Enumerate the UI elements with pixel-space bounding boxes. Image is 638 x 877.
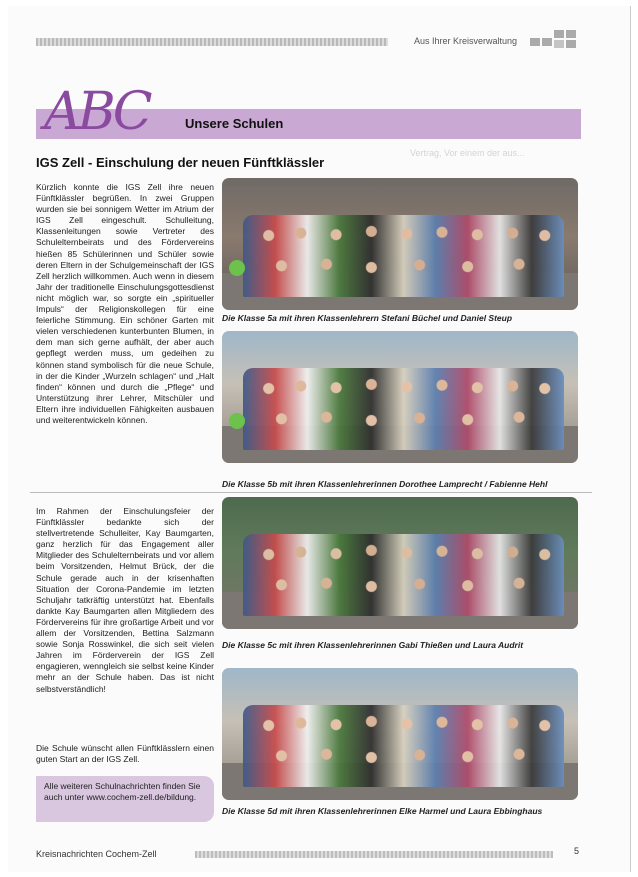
photo-class-5d (222, 668, 578, 800)
section-title: Unsere Schulen (185, 116, 284, 131)
info-box (36, 776, 214, 822)
section-label: Aus Ihrer Kreisverwaltung (414, 36, 518, 46)
abc-logo: ABC (44, 82, 149, 142)
photo-class-5b (222, 331, 578, 463)
publication-name: Kreisnachrichten Cochem-Zell (36, 849, 157, 859)
footer-rule (195, 851, 553, 858)
caption-class-5c: Die Klasse 5c mit ihren Klassenlehrerinnen Gabi Thießen und Laura Audrit (222, 640, 524, 650)
photo-class-5a (222, 178, 578, 310)
caption-class-5b: Die Klasse 5b mit ihren Klassenlehrerinnen Dorothee Lamprecht / Fabienne Hehl (222, 479, 548, 489)
bleed-through-text: Vertrag, Vor einem der aus... (410, 148, 525, 158)
page-number: 5 (574, 846, 580, 856)
article-paragraph-2: Im Rahmen der Einschulungsfeier der Fünftklässler bedankte sich der stellvertretende Schulleiter, Kay Baumgarten, ganz herzlich für das Engagement aller Mitglieder des Schulelternbeirats und vor allem beim Vorsitzenden, Helmut Brück, der die Schule gerade auch in der krisenhaften Situation der Corona-Pandemie im letzten Schuljahr tatkräftig unterstützt hat. Ebenfalls dankte Kay Baumgarten allen Mitgliedern des Fördervereins für ihre großartige Arbeit und vor allem der Vorsitzenden, Bettina Salzmann sowie Sonja Rosswinkel, die sich seit vielen Jahren im Förderverein der IGS Zell engagieren, wenngleich sie selbst keine Kinder mehr an der Schule haben. Das ist nicht selbstverständlich! (36, 506, 214, 694)
caption-class-5a: Die Klasse 5a mit ihren Klassenlehrern Stefani Büchel und Daniel Steup (222, 313, 513, 323)
article-headline: IGS Zell - Einschulung der neuen Fünftklässler (36, 155, 325, 170)
article-paragraph-1: Kürzlich konnte die IGS Zell ihre neuen Fünftklässler begrüßen. In zwei Gruppen wurden sie bei sonnigem Wetter im Atrium der IGS Zell eingeschult. Schulleitung, Klassenleitungen sowie Vertreter des Schulelternbeirats und des Fördervereins hießen 85 Schülerinnen und Schüler sowie deren Eltern in der Schulgemeinschaft der IGS Zell herzlich willkommen. Auch wenn in diesem Jahr der traditionelle Einschulungsgottesdienst nicht möglich war, so sorgte ein „spiritueller Impuls“ der Religionskollegen für eine feierliche Stimmung. Ein schöner Garten mit vielen verschiedenen kunterbunten Blumen, in dem man sich gerne aufhält, der aber auch gepflegt werden muss, um gedeihen zu können stand symbolisch für die neue Schule, in der die Kinder „Wurzeln schlagen“ und „Halt finden“ können und durch die „Pflege“ und Unterstützung ihrer Lehrer, Mitschüler und Eltern ihre individuellen Fähigkeiten ausbauen und weiterentwickeln können. (36, 182, 214, 425)
info-text: Alle weiteren Schulnachrichten finden Sie auch unter www.cochem-zell.de/bildung. (44, 781, 201, 802)
caption-class-5d: Die Klasse 5d mit ihren Klassenlehrerinnen Elke Harmel und Laura Ebbinghaus (222, 806, 543, 816)
column-divider (30, 492, 592, 493)
kreis-logo-icon (530, 28, 580, 54)
header-rule (36, 38, 388, 46)
photo-class-5c (222, 497, 578, 629)
article-paragraph-3: Die Schule wünscht allen Fünftklässlern einen guten Start an der IGS Zell. (36, 743, 214, 765)
